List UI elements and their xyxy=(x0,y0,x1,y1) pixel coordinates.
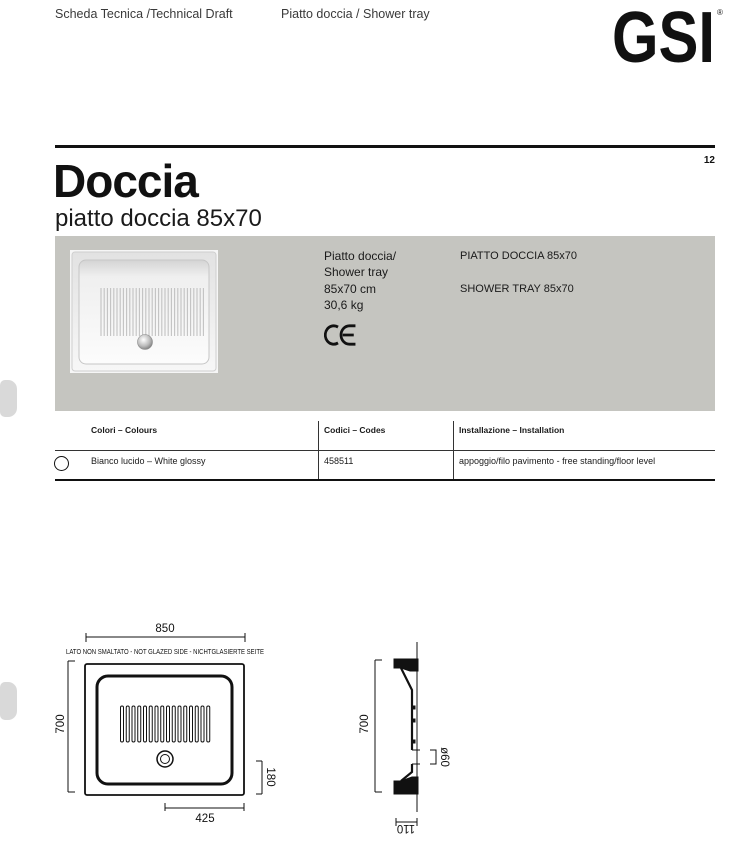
column-header-colours: Colori – Colours xyxy=(91,425,158,435)
groove-slot xyxy=(190,706,193,742)
product-table xyxy=(55,421,715,482)
doc-type-label: Scheda Tecnica /Technical Draft xyxy=(55,7,233,21)
column-header-installation: Installazione – Installation xyxy=(459,425,565,435)
groove-slot xyxy=(144,706,147,742)
header-rule xyxy=(55,145,715,148)
groove-slot xyxy=(172,706,175,742)
page-number: 12 xyxy=(703,155,715,166)
groove-slot xyxy=(167,706,170,742)
section-view xyxy=(359,642,450,834)
depth-dimension-label: 700 xyxy=(55,714,67,734)
ce-mark-icon xyxy=(324,324,358,346)
groove-slot xyxy=(195,706,198,742)
groove-slot xyxy=(207,706,210,742)
spec-line-weight: 30,6 kg xyxy=(324,297,364,312)
table-cell-code: 458511 xyxy=(324,456,354,466)
product-panel xyxy=(55,236,715,411)
unglazed-side-note: LATO NON SMALTATO - NOT GLAZED SIDE - NICHTGLASIERTE SEITE xyxy=(66,649,265,656)
drain-outline xyxy=(157,751,173,767)
drain-offset-label: 180 xyxy=(264,767,276,787)
spec-line-size: 85x70 cm xyxy=(324,281,377,296)
plan-view xyxy=(55,623,276,825)
section-depth-label: 700 xyxy=(359,714,371,734)
section-top-rim xyxy=(394,659,418,671)
page-title: Doccia xyxy=(53,155,198,207)
groove-slot xyxy=(126,706,129,742)
section-bottom-rim xyxy=(394,777,418,794)
drain-icon xyxy=(138,335,153,350)
drain-position-label: 425 xyxy=(195,813,215,825)
groove-slot xyxy=(155,706,158,742)
column-header-codes: Codici – Codes xyxy=(324,425,386,435)
groove-slot xyxy=(121,706,124,742)
table-cell-colour: Bianco lucido – White glossy xyxy=(91,456,206,466)
registered-mark: ® xyxy=(717,8,723,17)
shower-tray-photo xyxy=(70,250,218,373)
groove-slot xyxy=(184,706,187,742)
height-dimension-label: 110 xyxy=(396,822,416,834)
section-groove xyxy=(412,740,415,743)
groove-slot xyxy=(201,706,204,742)
product-name-it: PIATTO DOCCIA 85x70 xyxy=(460,250,577,262)
spec-line-type-it: Piatto doccia/ xyxy=(324,249,397,263)
groove-array xyxy=(121,706,210,742)
colour-swatch xyxy=(54,456,69,471)
table-cell-installation: appoggio/filo pavimento - free standing/floor level xyxy=(459,456,656,466)
groove-slot xyxy=(149,706,152,742)
groove-slot xyxy=(138,706,141,742)
category-label: Piatto doccia / Shower tray xyxy=(281,7,430,21)
technical-drawing xyxy=(0,600,729,846)
section-groove xyxy=(412,719,415,722)
section-basin-profile xyxy=(401,668,412,781)
logo-text: GSI xyxy=(612,4,715,66)
table-bottom-rule xyxy=(55,479,715,481)
drain-inner xyxy=(161,755,170,764)
groove-slot xyxy=(161,706,164,742)
width-dimension-label: 850 xyxy=(155,623,175,635)
page-subtitle: piatto doccia 85x70 xyxy=(55,205,262,232)
spec-block xyxy=(324,248,396,313)
tray-outline xyxy=(85,664,244,795)
drain-dimension-bracket xyxy=(430,750,436,764)
binding-tab xyxy=(0,380,17,417)
product-name-en: SHOWER TRAY 85x70 xyxy=(460,283,574,295)
section-groove xyxy=(412,706,415,709)
table-header-divider xyxy=(55,450,715,451)
gsi-logo xyxy=(611,4,717,66)
drain-diameter-label: ø60 xyxy=(438,747,450,767)
spec-line-type-en: Shower tray xyxy=(324,265,389,280)
groove-slot xyxy=(178,706,181,742)
groove-slot xyxy=(132,706,135,742)
basin-outline xyxy=(97,676,232,784)
